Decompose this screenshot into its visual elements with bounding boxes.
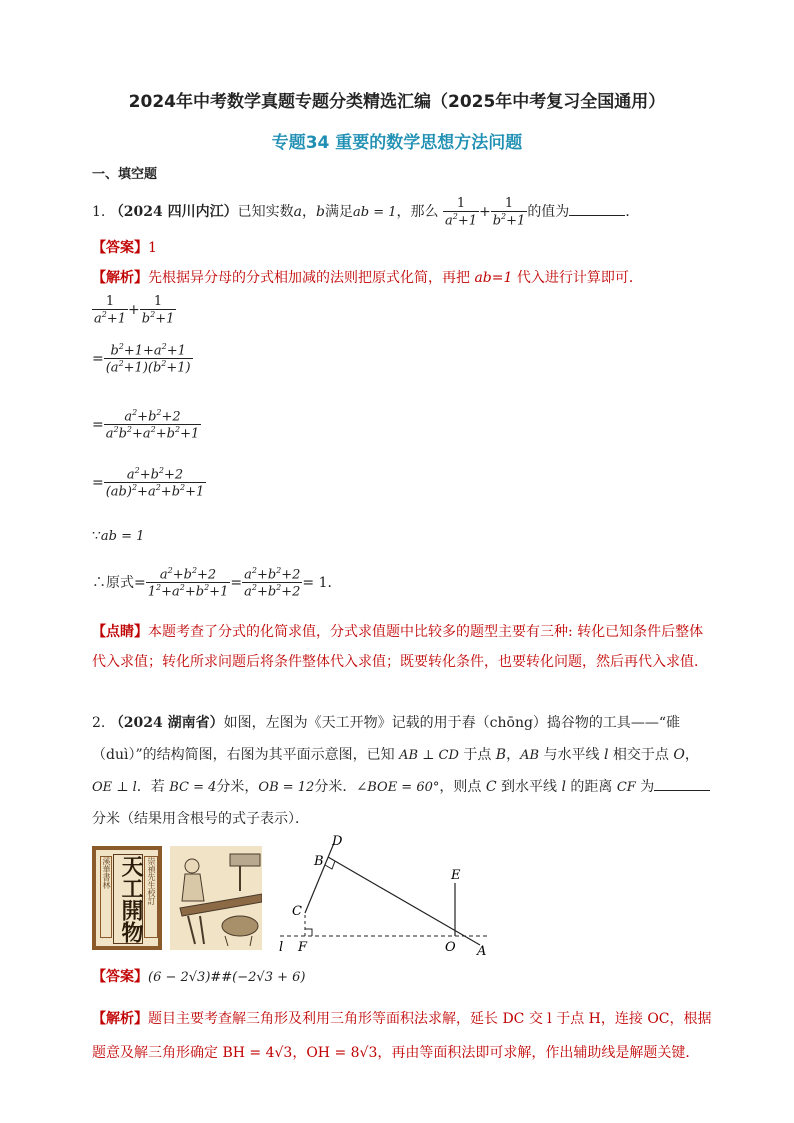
q1-step-2: = $\frac{b^2+1+a^2+1}{(a^2+1)(b^2+1)}$ [92,342,191,376]
q1-step-1: $\frac{1}{a^2+1}$ + $\frac{1}{b^2+1}$ [94,294,175,327]
pestle-illustration [170,846,262,950]
q2-stem-line-2: （duì）”的结构简图，右图为其平面示意图，已知 AB ⊥ CD 于点 B，AB 与水平线 l 相交于点 O， [92,747,699,763]
q2-answer: 【答案】(6 − 2√3)##(−2√3 + 6) [92,969,306,985]
q1-analysis: 【解析】先根据异分母的分式相加减的法则把原式化简，再把 ab=1 代入进行计算即可． [92,270,643,286]
q1-step-3: = $\frac{a^2+b^2+2}{a^2b^2+a^2+b^2+1}$ [92,408,200,442]
section-heading: 一、填空题 [92,167,158,182]
q1-fraction-1: $\frac{1}{a^2+1}$ [444,196,477,229]
answer-blank [654,778,710,791]
person-head [185,859,199,873]
q2-stem-line-3: OE ⊥ l．若 BC = 4分米，OB = 12分米．∠BOE = 60°，则点 C 到水平线 l 的距离 CF 为 [92,776,710,796]
label-a: A [477,944,487,959]
q1-comment: 【点睛】本题考查了分式的化简求值，分式求值题中比较多的题型主要有三种: 转化已知条件后整体代入求值；转化所求问题后将条件整体代入求值；既要转化条件，也要转化问题，然后再代入求值． [92,624,708,670]
roof-shape [230,854,260,866]
book-side-right: 崇禎先生校訂 [144,856,158,938]
mortar [222,916,258,936]
topic-title: 专题34 重要的数学思想方法问题 [271,133,523,153]
book-cover-title: 天工開物 [113,854,143,944]
label-d: D [332,835,343,849]
document-title: 2024年中考数学真题专题分类精选汇编（2025年中考复习全国通用） [128,92,666,112]
q1-answer: 【答案】1 [92,240,157,256]
person-body [182,874,204,901]
q2-analysis-line-2: 题意及解三角形确定 BH = 4√3，OH = 8√3，再由等面积法即可求解，作出辅助线是解题关键． [92,1045,700,1061]
q2-source: （2024 湖南省） [109,715,224,731]
label-e: E [451,868,461,883]
q1-fraction-2: $\frac{1}{b^2+1}$ [492,196,526,229]
book-side-left: 溪華書林 [100,856,112,938]
label-l: l [279,940,284,955]
q1-result: ∴原式= $\frac{a^2+b^2+2}{1^2+a^2+b^2+1}$ = $\frac{a^2+b^2+2}{a^2+b^2+2}$ = 1． [92,566,342,600]
q1-step-4: = $\frac{a^2+b^2+2}{(ab)^2+a^2+b^2+1}$ [92,466,205,500]
q1-since: ∵ab = 1 [92,528,145,544]
label-c: C [292,904,302,919]
q1-source: （2024 四川内江） [109,204,238,221]
label-b: B [314,854,324,869]
q2-stem-line-1: 2. （2024 湖南省）如图，左图为《天工开物》记载的用于舂（chōng）捣谷物的工具——“碓 [92,715,681,731]
book-cover-image [92,846,162,950]
right-angle-mark-f [305,929,312,936]
answer-blank [569,203,625,216]
label-o: O [445,940,456,955]
geometry-figure [270,835,500,960]
q1-stem: 1. （2024 四川内江）已知实数a，b满足ab = 1，那么 $\frac{1}{a^2+1}$ + $\frac{1}{b^2+1}$ 的值为 ． [92,196,640,229]
q2-stem-line-4: 分米（结果用含根号的式子表示）． [92,811,309,827]
q2-analysis-line-1: 【解析】题目主要考查解三角形及利用三角形等面积法求解，延长 DC 交 l 于点 H，连接 OC，根据 [92,1011,712,1027]
label-f: F [298,940,308,955]
